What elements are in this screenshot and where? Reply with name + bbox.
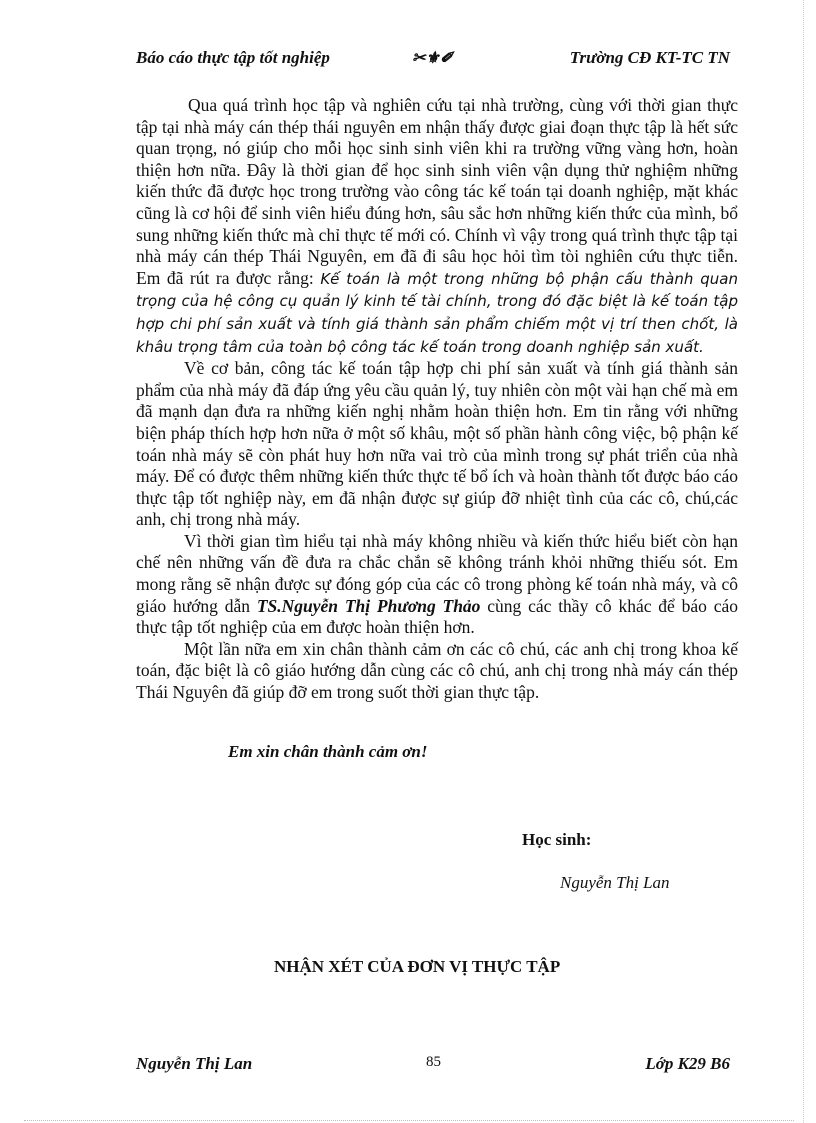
paragraph-1 [136, 95, 738, 358]
page-header [136, 48, 730, 72]
footer-author: Nguyễn Thị Lan [136, 1054, 253, 1073]
paragraph-2: Về cơ bản, công tác kế toán tập hợp chi phí sản xuất và tính giá thành sản phẩm của nhà máy đã đáp ứng yêu cầu quản lý, tuy nhiên còn một vài hạn chế mà em đã mạnh dạn đưa ra những kiến nghị nhằm hoàn thiện hơn. Em tin rằng với những biện pháp thích hợp hơn nữa ở một số khâu, một số phần hành công việc, bộ phận kế toán nhà máy sẽ còn phát huy hơn nữa vai trò của mình trong sự phát triển của nhà máy. Để có được thêm những kiến thức thực tế bổ ích và hoàn thành tốt được báo cáo thực tập tốt nghiệp này, em đã nhận được sự giúp đỡ nhiệt tình của các cô, chú,các anh, chị trong nhà máy. [136, 358, 738, 530]
thanks-line: Em xin chân thành cảm ơn! [228, 742, 428, 761]
paragraph-4: Một lần nữa em xin chân thành cảm ơn các cô chú, các anh chị trong khoa kế toán, đặc biệt là cô giáo hướng dẫn cùng các cô chú, anh chị trong nhà máy cán thép Thái Nguyên đã giúp đỡ em trong suốt thời gian thực tập. [136, 638, 738, 703]
section-title: NHẬN XÉT CỦA ĐƠN VỊ THỰC TẬP [274, 957, 561, 976]
page-footer [136, 1054, 730, 1078]
page-right-divider [803, 0, 804, 1123]
footer-class: Lớp K29 B6 [645, 1054, 730, 1073]
header-ornament-icon: ✂⚜✐ [412, 50, 454, 67]
paragraph-1-text: Qua quá trình học tập và nghiên cứu tại nhà trường, cùng với thời gian thực tập tại nhà máy cán thép thái nguyên em nhận thấy được giai đoạn thực tập là hết sức quan trọng, nó giúp cho mỗi học sinh sinh viên khi ra trường vững vàng hơn, hoàn thiện hơn nữa. Đây là thời gian để học sinh sinh viên vận dụng thử nghiệm những kiến thức đã được học trong trường vào công tác kế toán tại doanh nghiệp, mặt khác cũng là cơ hội để sinh viên hiểu đúng hơn, sâu sắc hơn những kiến thức của mình, bổ sung những kiến thức mà chỉ thực tế mới có. Chính vì vậy trong quá trình thực tập tại nhà máy cán thép Thái Nguyên, em đã đi sâu học hỏi tìm tòi nghiên cứu thực tiễn. Em đã rút ra được rằng: [136, 95, 738, 288]
student-signature-name: Nguyễn Thị Lan [560, 873, 670, 892]
supervisor-name: TS.Nguyễn Thị Phương Thảo [256, 595, 481, 616]
header-school-name: Trường CĐ KT-TC TN [569, 48, 730, 67]
student-label: Học sinh: [522, 830, 592, 849]
page-bottom-divider [24, 1120, 794, 1121]
paragraph-3-text-a: Vì thời gian tìm hiểu tại nhà máy không nhiều và kiến thức hiểu biết còn hạn chế nên những vấn đề đưa ra chắc chắn sẽ không tránh khỏi những thiếu sót. Em mong rằng sẽ nhận được sự đóng góp của các cô trong phòng kế toán nhà máy, và cô giáo hướng dẫn [136, 530, 738, 616]
paragraph-3-text-b: cùng các thầy cô khác để báo cáo thực tập tốt nghiệp của em được hoàn thiện hơn. [136, 595, 738, 638]
body-text [136, 95, 738, 704]
paragraph-1-italic: Kế toán là một trong những bộ phận cấu thành quan trọng của hệ công cụ quản lý kinh tế tài chính, trong đó đặc biệt là kế toán tập hợp chi phí sản xuất và tính giá thành sản phẩm chiếm một vị trí then chốt, là khâu trọng tâm của toàn bộ công tác kế toán trong doanh nghiệp sản xuất. [136, 269, 738, 356]
header-report-title: Báo cáo thực tập tốt nghiệp [136, 48, 330, 67]
paragraph-3 [136, 531, 738, 639]
page-number: 85 [426, 1054, 441, 1070]
